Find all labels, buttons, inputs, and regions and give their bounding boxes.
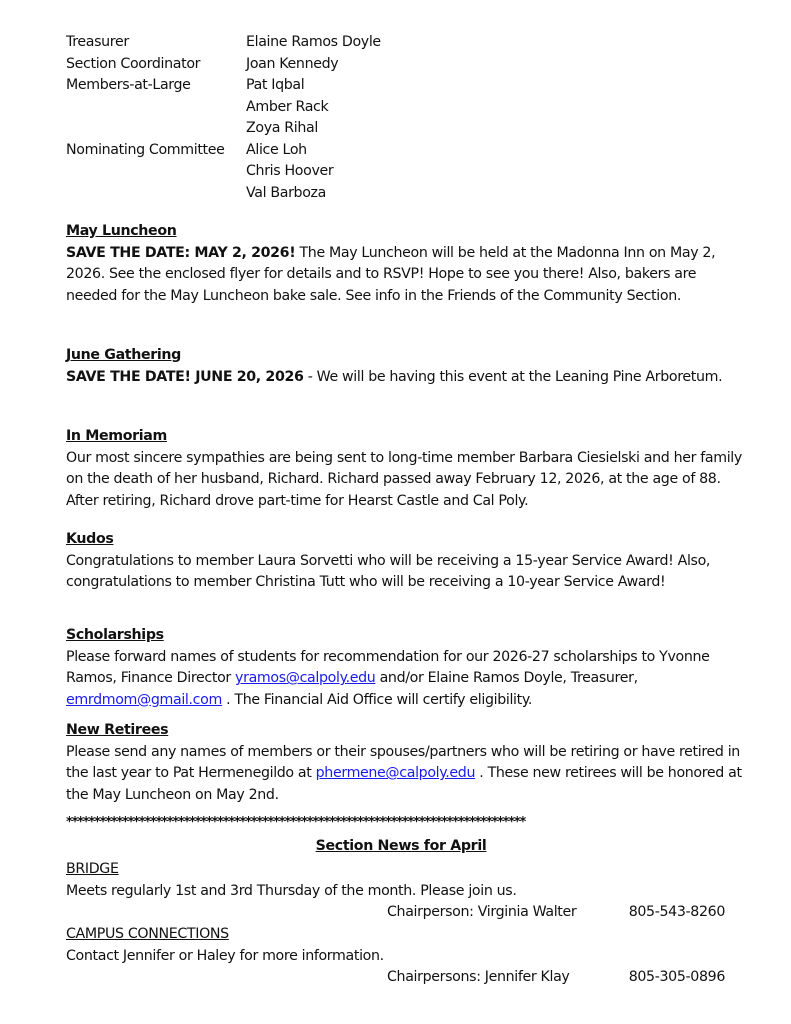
kudos-section (66, 529, 742, 594)
officer-name: Val Barboza (246, 184, 326, 201)
section-text: . The Financial Aid Office will certify eligibility. (221, 691, 533, 708)
email-link-emrdmom[interactable]: emrdmom@gmail.com (66, 691, 222, 708)
chair-row (66, 967, 742, 989)
group-body: Contact Jennifer or Haley for more information. (66, 947, 384, 964)
section-body: Congratulations to member Laura Sorvetti who will be receiving a 15-year Service Award! Also, congratulations to member Christina Tutt who will be receiving a 10-year Service Award! (66, 552, 711, 591)
scholarships-section (66, 625, 742, 711)
section-heading: New Retirees (66, 722, 169, 738)
officer-name: Chris Hoover (246, 163, 334, 179)
officer-name: Elaine Ramos Doyle (246, 34, 381, 50)
officer-role: Members-at-Large (66, 77, 191, 93)
chair-row (66, 902, 742, 924)
bridge-group (66, 859, 742, 924)
section-heading: June Gathering (66, 347, 181, 363)
section-text: Please forward names of students for recommendation for our 2026-27 scholarships to Yvonne Ramos, Finance Director (66, 648, 710, 687)
section-heading: In Memoriam (66, 428, 167, 444)
phone-number: 805-543-8260 (628, 904, 725, 921)
section-body (66, 647, 742, 712)
section-heading: Scholarships (66, 627, 164, 643)
new-retirees-section (66, 720, 742, 806)
section-body: Our most sincere sympathies are being sent to long-time member Barbara Ciesielski and her family on the death of her husband, Richard. Richard passed away February 12, 2026, at the age of 88. After retiring, Richard drove part-time for Hearst Castle and Cal Poly. (66, 449, 742, 509)
section-text: - We will be having this event at the Leaning Pine Arboretum. (303, 368, 723, 385)
officer-role: Section Coordinator (66, 55, 201, 72)
in-memoriam-section (66, 426, 742, 512)
phone-number: 805-305-0896 (628, 969, 725, 986)
section-text: The May Luncheon will be held at the Madonna Inn on May 2, 2026. See the enclosed flyer for details and to RSVP! Hope to see you there! Also, bakers are needed for the May Luncheon bake sale. See info in the Friends of the Community Section. (66, 244, 716, 304)
section-news-title-text: Section News for April (315, 838, 487, 854)
group-body: Meets regularly 1st and 3rd Thursday of the month. Please join us. (66, 882, 517, 899)
section-body (66, 243, 742, 308)
officer-name: Joan Kennedy (246, 55, 339, 72)
section-text: . These new retirees will be honored at the May Luncheon on May 2nd. (66, 765, 742, 803)
chairperson: Chairpersons: Jennifer Klay (387, 969, 570, 986)
section-text: and/or Elaine Ramos Doyle, Treasurer, (375, 670, 638, 687)
officer-name: Pat Iqbal (246, 77, 305, 93)
june-gathering-section (66, 345, 742, 388)
section-heading: May Luncheon (66, 223, 177, 239)
officer-name: Amber Rack (246, 98, 329, 115)
asterisk-divider: ********************************************************************************** (66, 815, 526, 830)
email-link-yramos[interactable]: yramos@calpoly.edu (235, 670, 376, 687)
group-heading: BRIDGE (66, 861, 119, 877)
group-heading: CAMPUS CONNECTIONS (66, 926, 229, 942)
campus-connections-group (66, 924, 742, 989)
may-luncheon-section (66, 221, 742, 307)
section-news-title (66, 838, 736, 854)
section-body (66, 742, 742, 807)
section-heading: Kudos (66, 531, 114, 547)
officer-name: Alice Loh (246, 141, 307, 158)
save-the-date-lead: SAVE THE DATE! JUNE 20, 2026 (66, 368, 304, 385)
officer-name: Zoya Rihal (246, 120, 318, 136)
email-link-phermene[interactable]: phermene@calpoly.edu (315, 765, 476, 782)
officer-role: Nominating Committee (66, 141, 225, 158)
section-text: Please send any names of members or their spouses/partners who will be retiring or have retired in the last year to Pat Hermenegildo at (66, 743, 740, 782)
officers-list (66, 32, 746, 204)
chairperson: Chairperson: Virginia Walter (387, 904, 577, 921)
officer-role: Treasurer (66, 34, 129, 50)
section-body (66, 367, 742, 389)
save-the-date-lead: SAVE THE DATE: MAY 2, 2026! (66, 244, 296, 261)
